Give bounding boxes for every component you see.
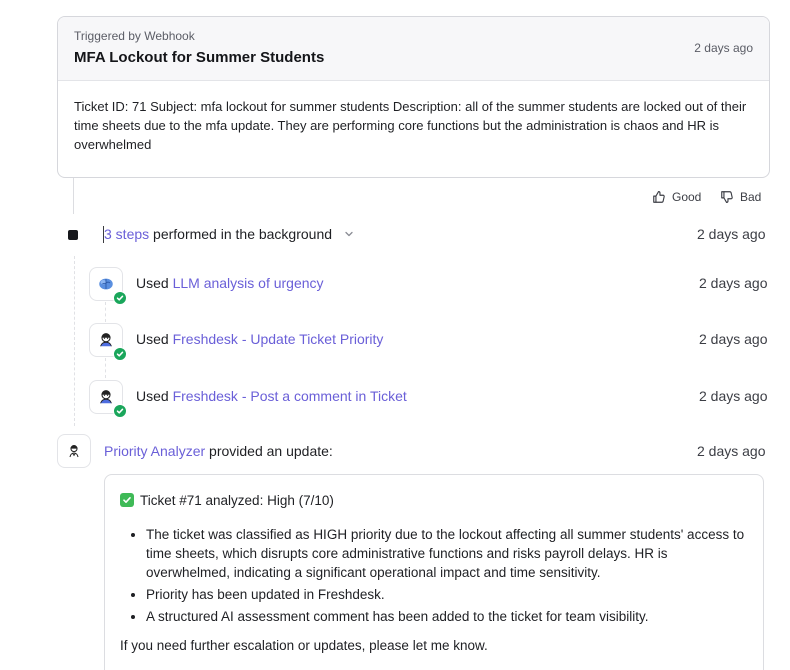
trigger-title: MFA Lockout for Summer Students bbox=[74, 49, 325, 66]
step-tool-link[interactable]: Freshdesk - Update Ticket Priority bbox=[172, 331, 384, 347]
thumbs-down-icon bbox=[720, 190, 734, 204]
step-timestamp: 2 days ago bbox=[699, 331, 768, 347]
agent-name-link[interactable]: Priority Analyzer bbox=[104, 443, 206, 459]
list-item: • A structured AI assessment comment has been added to the ticket for team visibility. bbox=[146, 607, 747, 626]
step-tool-link[interactable]: LLM analysis of urgency bbox=[172, 275, 324, 291]
freshdesk-icon bbox=[89, 380, 123, 414]
trigger-source: Triggered by Webhook bbox=[74, 29, 195, 43]
check-mark-icon bbox=[120, 493, 134, 507]
update-headline-text: Ticket #71 analyzed: High (7/10) bbox=[140, 492, 334, 508]
success-check-icon bbox=[113, 404, 127, 418]
list-item: • Priority has been updated in Freshdesk. bbox=[146, 585, 747, 604]
agent-avatar-icon bbox=[57, 434, 91, 468]
step-label: Used LLM analysis of urgency bbox=[136, 275, 324, 291]
steps-timestamp: 2 days ago bbox=[697, 226, 766, 242]
chevron-down-icon[interactable] bbox=[343, 228, 355, 240]
success-check-icon bbox=[113, 291, 127, 305]
update-closing: If you need further escalation or updates, please let me know. bbox=[120, 638, 488, 653]
step-tool-link[interactable]: Freshdesk - Post a comment in Ticket bbox=[172, 388, 407, 404]
steps-summary-suffix: performed in the background bbox=[149, 226, 333, 242]
step-item bbox=[0, 267, 790, 301]
steps-connector bbox=[105, 358, 106, 378]
step-timestamp: 2 days ago bbox=[699, 275, 768, 291]
success-check-icon bbox=[113, 347, 127, 361]
trigger-header bbox=[58, 17, 769, 81]
step-label: Used Freshdesk - Update Ticket Priority bbox=[136, 331, 384, 347]
step-label: Used Freshdesk - Post a comment in Ticket bbox=[136, 388, 407, 404]
brain-icon bbox=[89, 267, 123, 301]
step-item bbox=[0, 323, 790, 357]
good-feedback-button[interactable] bbox=[652, 190, 701, 204]
steps-count-link[interactable]: 3 steps bbox=[104, 226, 150, 242]
agent-update-timestamp: 2 days ago bbox=[697, 443, 766, 459]
trigger-description: Ticket ID: 71 Subject: mfa lockout for summer students Description: all of the summer students are locked out of their time sheets due to the mfa update. They are performing core functions but the administration is chaos and HR is overwhelmed bbox=[74, 99, 747, 152]
bad-label: Bad bbox=[740, 190, 762, 204]
trigger-timestamp: 2 days ago bbox=[694, 41, 753, 55]
agent-update-label: Priority Analyzer provided an update: bbox=[104, 443, 333, 459]
update-bullet-list bbox=[146, 525, 747, 626]
trigger-card bbox=[57, 16, 770, 178]
agent-update-row bbox=[0, 434, 790, 468]
step-item bbox=[0, 380, 790, 414]
timeline-connector bbox=[73, 178, 74, 214]
list-item: • The ticket was classified as HIGH priority due to the lockout affecting all summer students' access to time sheets, which disrupts core administrative functions and risks payroll delays. HR is overwhelmed, indicating a significant operational impact and time sensitivity. bbox=[146, 525, 747, 582]
good-label: Good bbox=[672, 190, 702, 204]
bad-feedback-button[interactable] bbox=[720, 190, 761, 204]
steps-connector bbox=[105, 302, 106, 322]
thumbs-up-icon bbox=[652, 190, 666, 204]
agent-update-card bbox=[104, 474, 764, 670]
update-headline bbox=[120, 491, 747, 509]
steps-summary-row[interactable] bbox=[0, 224, 790, 246]
steps-summary bbox=[104, 226, 332, 242]
freshdesk-icon bbox=[89, 323, 123, 357]
step-marker-icon bbox=[68, 230, 78, 240]
step-timestamp: 2 days ago bbox=[699, 388, 768, 404]
